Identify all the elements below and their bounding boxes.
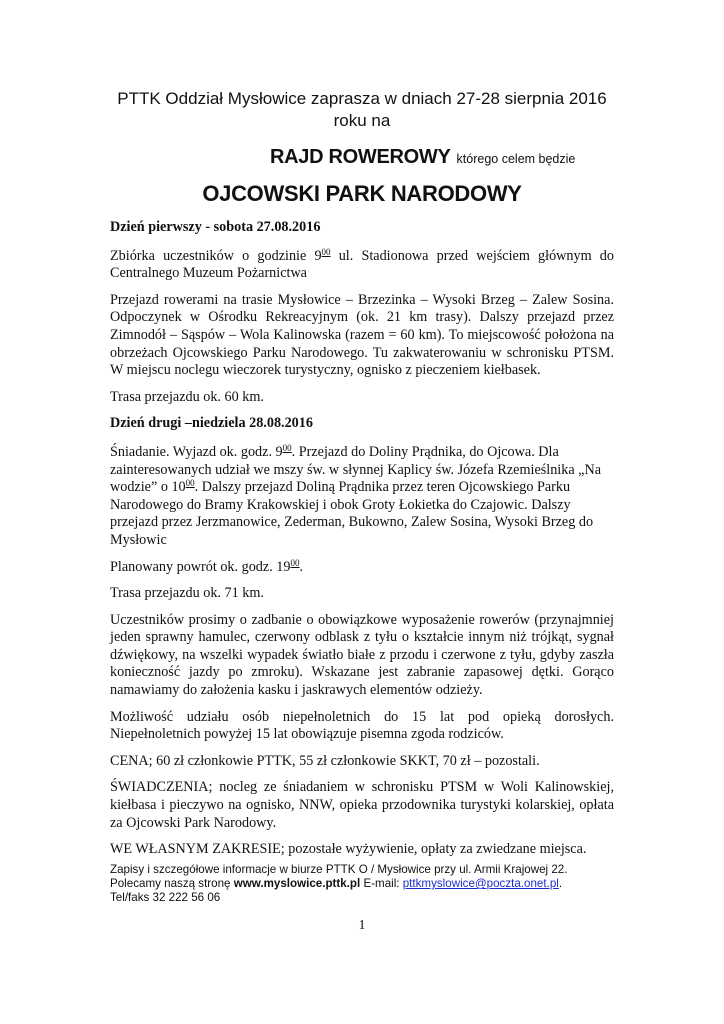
price-info: CENA; 60 zł członkowie PTTK, 55 zł członkowie SKKT, 70 zł – pozostali. xyxy=(110,752,540,769)
email-link[interactable]: pttkmyslowice@poczta.onet.pl xyxy=(402,877,559,890)
services-info: ŚWIADCZENIA; nocleg ze śniadaniem w schronisku PTSM w Woli Kalinowskiej, kiełbasa i pieczywo na ognisko, NNW, opieka przodownika turystyki kolarskiej, opłata za Ojcowski Park Narodowy. xyxy=(110,779,614,831)
contact-line1: Zapisy i szczegółowe informacje w biurze PTTK O / Mysłowice przy ul. Armii Krajowej 22. xyxy=(110,863,568,876)
day2-heading: Dzień drugi –niedziela 28.08.2016 xyxy=(110,415,313,432)
day1-heading: Dzień pierwszy - sobota 27.08.2016 xyxy=(110,219,321,235)
day2-program: Śniadanie. Wyjazd ok. godz. $9^{00}$. Przejazd do Doliny Prądnika, do Ojcowa. Dla zainteresowanych udział we mszy św. w słynnej Kaplicy św. Józefa Rzemieślnika „Na wodzie” o $10^{00}$. Dalszy przejazd Doliną Prądnika przez teren Ojcowskiego Parku Narodowego do Bramy Krakowskiej i obok Groty Łokietka do Czajowic. Dalszy przejazd przez Jerzmanowice, Zederman, Bukowno, Zalew Sosina, Wysoki Brzeg do Mysłowic xyxy=(110,442,602,548)
event-title-line xyxy=(270,146,575,169)
event-name: RAJD ROWEROWY xyxy=(270,146,451,168)
contact-phone: Tel/faks 32 222 56 06 xyxy=(110,891,221,904)
own-cost-info: WE WŁASNYM ZAKRESIE; pozostałe wyżywienie, opłaty za zwiedzane miejsca. xyxy=(110,841,587,858)
page-number: 1 xyxy=(358,918,366,933)
day1-route: Przejazd rowerami na trasie Mysłowice – Brzezinka – Wysoki Brzeg – Zalew Sosina. Odpoczynek w Ośrodku Rekreacyjnym (ok. 21 km trasy). Dalszy przejazd przez Zimnodół – Sąspów – Wola Kalinowska (razem = 60 km). To miejscowość położona na obrzeżach Ojcowskiego Parku Narodowego. Tu zakwaterowaniu w schronisku PTSM. W miejscu noclegu wieczorek turystyczny, ognisko z pieczeniem kiełbasek. xyxy=(110,291,614,379)
equipment-note: Uczestników prosimy o zadbanie o obowiązkowe wyposażenie rowerów (przynajmniej jeden sprawny hamulec, czerwony odblask z tyłu o kształcie innym niż trójkąt, sygnał dźwiękowy, na wszelki wypadek światło białe z przodu i czerwone z tyłu, gdyby zaszła konieczność jazdy po zmroku). Wskazane jest zabranie zapasowej dętki. Gorąco namawiamy do założenia kasku i jaskrawych elementów odzieży. xyxy=(110,611,614,699)
contact-line2: Polecamy naszą stronę www.myslowice.pttk.pl E-mail: pttkmyslowice@poczta.onet.pl. xyxy=(110,877,563,890)
day2-distance: Trasa przejazdu ok. 71 km. xyxy=(110,585,264,602)
day2-return: Planowany powrót ok. godz. $19^{00}$. xyxy=(110,557,304,575)
day1-gathering: Zbiórka uczestników o godzinie $9^{00}$ ul. Stadionowa przed wejściem głównym do Centralnego Muzeum Pożarnictwa xyxy=(110,246,614,282)
day1-distance: Trasa przejazdu ok. 60 km. xyxy=(110,388,264,405)
contact-info xyxy=(110,863,614,905)
event-purpose: którego celem będzie xyxy=(456,152,576,166)
document-body xyxy=(110,219,614,868)
website-link[interactable]: www.myslowice.pttk.pl xyxy=(233,877,361,890)
destination-title: OJCOWSKI PARK NARODOWY xyxy=(202,181,522,206)
intro-heading: PTTK Oddział Mysłowice zaprasza w dniach 27-28 sierpnia 2016 roku na xyxy=(117,89,607,130)
minors-note: Możliwość udziału osób niepełnoletnich do 15 lat pod opieką dorosłych. Niepełnoletnich powyżej 15 lat obowiązuje pisemna zgoda rodziców. xyxy=(110,708,614,743)
